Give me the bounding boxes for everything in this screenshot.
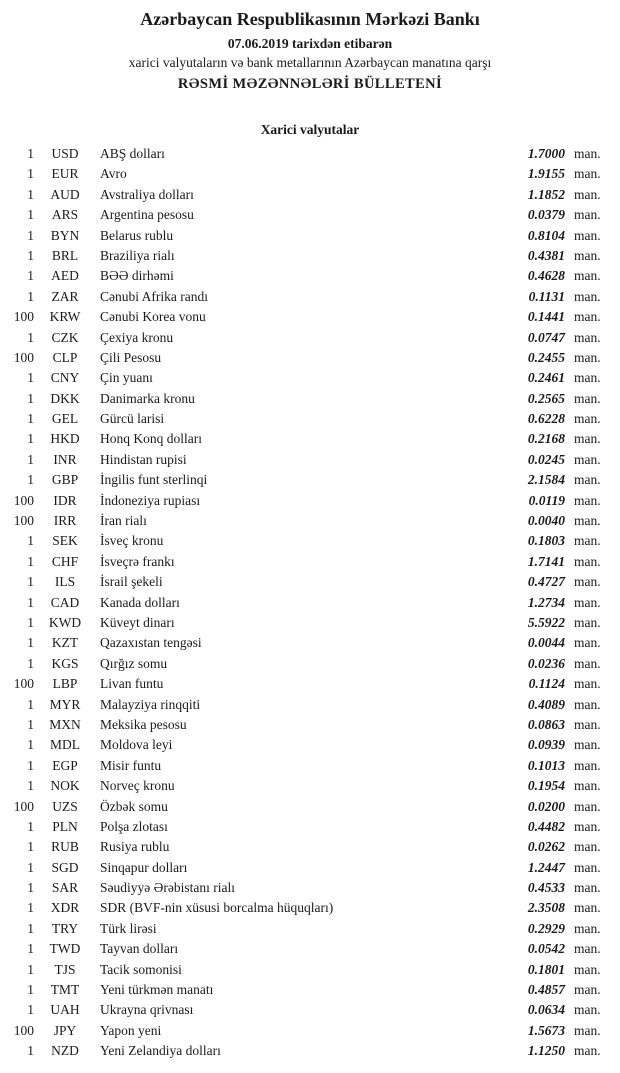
currency-row xyxy=(0,452,620,472)
currency-code: MYR xyxy=(49,696,81,712)
currency-unit: man. xyxy=(574,1002,601,1018)
currency-name: Çexiya kronu xyxy=(100,329,174,345)
currency-rate: 1.2447 xyxy=(527,859,565,875)
currency-unit: man. xyxy=(574,513,601,529)
currency-rate: 0.1131 xyxy=(528,288,565,304)
currency-quantity: 1 xyxy=(27,757,34,773)
currency-unit: man. xyxy=(574,309,601,325)
currency-code: MXN xyxy=(49,716,81,732)
currency-unit: man. xyxy=(574,411,601,427)
currency-row xyxy=(0,819,620,839)
currency-unit: man. xyxy=(574,1043,601,1059)
currency-unit: man. xyxy=(574,370,601,386)
currency-rate: 1.9155 xyxy=(527,166,565,182)
currency-name: İndoneziya rupiası xyxy=(100,492,201,508)
currency-code: EUR xyxy=(51,166,79,182)
currency-unit: man. xyxy=(574,594,601,610)
currency-unit: man. xyxy=(574,553,601,569)
currency-rate: 0.4857 xyxy=(527,982,565,998)
currency-row xyxy=(0,1023,620,1043)
currency-quantity: 1 xyxy=(27,635,34,651)
currency-quantity: 1 xyxy=(27,737,34,753)
currency-code: TJS xyxy=(54,961,76,977)
currency-name: SDR (BVF-nin xüsusi borcalma hüquqları) xyxy=(100,900,334,916)
currency-name: Çili Pesosu xyxy=(100,349,162,365)
currency-unit: man. xyxy=(574,207,601,223)
currency-quantity: 1 xyxy=(27,247,34,263)
currency-code: MDL xyxy=(50,737,80,753)
currency-rate: 0.4381 xyxy=(527,247,565,263)
currency-code: TWD xyxy=(49,941,81,957)
currency-row xyxy=(0,778,620,798)
currency-row xyxy=(0,493,620,513)
currency-unit: man. xyxy=(574,390,601,406)
currency-rate: 0.1013 xyxy=(527,757,565,773)
currency-rate: 0.4628 xyxy=(527,268,565,284)
currency-unit: man. xyxy=(574,676,601,692)
currency-row xyxy=(0,900,620,920)
bulletin-header xyxy=(0,8,620,94)
currency-rate: 0.6228 xyxy=(527,411,565,427)
currency-quantity: 1 xyxy=(27,594,34,610)
currency-name: Moldova leyi xyxy=(100,737,173,753)
currency-row xyxy=(0,513,620,533)
currency-quantity: 1 xyxy=(27,859,34,875)
currency-code: JPY xyxy=(53,1022,77,1038)
currency-name: Gürcü larisi xyxy=(100,411,165,427)
currency-row xyxy=(0,758,620,778)
currency-rate: 0.0379 xyxy=(527,207,565,223)
currency-code: CAD xyxy=(50,594,80,610)
currency-code: SAR xyxy=(51,880,79,896)
currency-name: Meksika pesosu xyxy=(100,716,187,732)
currency-code: EGP xyxy=(52,757,78,773)
currency-rate: 0.0200 xyxy=(527,798,565,814)
currency-unit: man. xyxy=(574,941,601,957)
currency-code: AUD xyxy=(50,186,80,202)
currency-quantity: 1 xyxy=(27,186,34,202)
currency-row xyxy=(0,880,620,900)
currency-rate: 0.2455 xyxy=(527,349,565,365)
currency-unit: man. xyxy=(574,798,601,814)
currency-row xyxy=(0,574,620,594)
currency-unit: man. xyxy=(574,961,601,977)
currency-row xyxy=(0,799,620,819)
currency-name: Livan funtu xyxy=(100,676,164,692)
currency-unit: man. xyxy=(574,696,601,712)
currency-quantity: 1 xyxy=(27,431,34,447)
currency-name: Türk lirəsi xyxy=(100,920,157,936)
currency-rate: 0.1441 xyxy=(527,309,565,325)
currency-quantity: 100 xyxy=(13,513,34,529)
currency-quantity: 1 xyxy=(27,390,34,406)
currency-name: Tacik somonisi xyxy=(100,961,182,977)
currency-rate: 0.1124 xyxy=(528,676,565,692)
currency-code: ILS xyxy=(54,574,76,590)
currency-rate: 5.5922 xyxy=(527,614,565,630)
currency-code: UZS xyxy=(52,798,78,814)
currency-code: SEK xyxy=(52,533,78,549)
currency-code: NZD xyxy=(51,1043,79,1059)
currency-row xyxy=(0,330,620,350)
currency-name: Yeni türkmən manatı xyxy=(100,982,214,998)
currency-quantity: 1 xyxy=(27,207,34,223)
currency-name: Kanada dolları xyxy=(100,594,180,610)
bulletin-subtitle: xarici valyutaların və bank metallarının Azərbaycan manatına qarşı xyxy=(128,55,492,70)
currency-name: Cənubi Korea vonu xyxy=(100,309,206,325)
currency-row xyxy=(0,676,620,696)
currency-code: CNY xyxy=(50,370,80,386)
currency-quantity: 1 xyxy=(27,533,34,549)
currency-quantity: 1 xyxy=(27,227,34,243)
currency-unit: man. xyxy=(574,655,601,671)
currency-name: İsveç kronu xyxy=(100,533,164,549)
currency-name: Cənubi Afrika randı xyxy=(100,288,208,304)
currency-code: XDR xyxy=(50,900,80,916)
currency-code: KGS xyxy=(51,655,79,671)
currency-row xyxy=(0,411,620,431)
currency-unit: man. xyxy=(574,186,601,202)
currency-rate: 1.2734 xyxy=(527,594,565,610)
currency-name: Qırğız somu xyxy=(100,655,168,671)
currency-code: AED xyxy=(51,268,79,284)
currency-rate: 2.1584 xyxy=(527,472,565,488)
currency-rate: 0.1954 xyxy=(527,778,565,794)
currency-rate: 0.0040 xyxy=(527,513,565,529)
currency-code: LBP xyxy=(52,676,78,692)
currency-unit: man. xyxy=(574,329,601,345)
currency-row xyxy=(0,187,620,207)
currency-name: Braziliya rialı xyxy=(100,247,175,263)
currency-rate: 0.0262 xyxy=(527,839,565,855)
currency-code: SGD xyxy=(51,859,79,875)
bulletin-title: RƏSMİ MƏZƏNNƏLƏRİ BÜLLETENİ xyxy=(177,76,443,92)
currency-row xyxy=(0,635,620,655)
currency-name: Tayvan dolları xyxy=(100,941,179,957)
currency-code: IRR xyxy=(53,513,77,529)
currency-rate: 0.4089 xyxy=(527,696,565,712)
currency-rate: 0.2461 xyxy=(527,370,565,386)
currency-row xyxy=(0,248,620,268)
currency-quantity: 1 xyxy=(27,982,34,998)
currency-name: İsveçrə frankı xyxy=(100,553,175,569)
currency-name: Yeni Zelandiya dolları xyxy=(100,1043,221,1059)
currency-unit: man. xyxy=(574,451,601,467)
currency-rate: 0.1803 xyxy=(527,533,565,549)
currency-row xyxy=(0,982,620,1002)
currency-quantity: 100 xyxy=(13,1022,34,1038)
currency-code: UAH xyxy=(50,1002,80,1018)
currency-rate: 0.1801 xyxy=(527,961,565,977)
currency-quantity: 1 xyxy=(27,920,34,936)
currency-unit: man. xyxy=(574,472,601,488)
currency-name: Honq Konq dolları xyxy=(100,431,202,447)
currency-unit: man. xyxy=(574,166,601,182)
currency-row xyxy=(0,860,620,880)
currency-unit: man. xyxy=(574,1022,601,1038)
currency-unit: man. xyxy=(574,614,601,630)
currency-rate: 0.0747 xyxy=(527,329,565,345)
currency-rate: 0.0939 xyxy=(527,737,565,753)
currency-name: Qazaxıstan tengəsi xyxy=(100,635,202,651)
currency-name: Yapon yeni xyxy=(100,1022,162,1038)
currency-row xyxy=(0,228,620,248)
currency-rate: 0.2168 xyxy=(527,431,565,447)
currency-row xyxy=(0,533,620,553)
currency-quantity: 100 xyxy=(13,349,34,365)
currency-name: Küveyt dinarı xyxy=(100,614,175,630)
currency-code: NOK xyxy=(50,778,80,794)
currency-row xyxy=(0,697,620,717)
currency-unit: man. xyxy=(574,431,601,447)
currency-row xyxy=(0,472,620,492)
currency-unit: man. xyxy=(574,778,601,794)
currency-quantity: 1 xyxy=(27,1043,34,1059)
currency-name: Rusiya rublu xyxy=(100,839,170,855)
currency-code: INR xyxy=(53,451,77,467)
currency-quantity: 100 xyxy=(13,676,34,692)
currency-name: İsrail şekeli xyxy=(100,574,163,590)
currency-quantity: 1 xyxy=(27,1002,34,1018)
currency-unit: man. xyxy=(574,880,601,896)
currency-code: CLP xyxy=(52,349,78,365)
currency-row xyxy=(0,370,620,390)
currency-unit: man. xyxy=(574,146,601,161)
currency-quantity: 1 xyxy=(27,655,34,671)
currency-quantity: 1 xyxy=(27,941,34,957)
currency-quantity: 1 xyxy=(27,451,34,467)
currency-rate: 0.0236 xyxy=(527,655,565,671)
currency-unit: man. xyxy=(574,288,601,304)
currency-code: KZT xyxy=(51,635,79,651)
currency-quantity: 1 xyxy=(27,574,34,590)
currency-rate: 0.0634 xyxy=(527,1002,565,1018)
currency-quantity: 1 xyxy=(27,370,34,386)
currency-quantity: 1 xyxy=(27,961,34,977)
currency-unit: man. xyxy=(574,635,601,651)
currency-rate: 0.0542 xyxy=(527,941,565,957)
currency-code: BRL xyxy=(51,247,79,263)
currency-row xyxy=(0,717,620,737)
currency-unit: man. xyxy=(574,982,601,998)
currency-row xyxy=(0,1043,620,1063)
section-title-foreign-currencies: Xarici valyutalar xyxy=(260,122,360,137)
currency-name: Özbək somu xyxy=(100,798,168,814)
currency-code: GBP xyxy=(51,472,79,488)
currency-row xyxy=(0,941,620,961)
currency-quantity: 100 xyxy=(13,798,34,814)
currency-row xyxy=(0,268,620,288)
currency-row xyxy=(0,656,620,676)
currency-name: Səudiyyə Ərəbistanı rialı xyxy=(100,880,235,896)
currency-unit: man. xyxy=(574,268,601,284)
currency-row xyxy=(0,737,620,757)
currency-unit: man. xyxy=(574,859,601,875)
currency-code: PLN xyxy=(52,818,78,834)
currency-rate: 1.1852 xyxy=(527,186,565,202)
currency-unit: man. xyxy=(574,227,601,243)
currency-row xyxy=(0,146,620,166)
currency-unit: man. xyxy=(574,533,601,549)
currency-name: Argentina pesosu xyxy=(100,207,194,223)
currency-rate: 0.4727 xyxy=(527,574,565,590)
currency-unit: man. xyxy=(574,247,601,263)
currency-quantity: 100 xyxy=(13,309,34,325)
currency-row xyxy=(0,962,620,982)
currency-row xyxy=(0,289,620,309)
currency-name: BƏƏ dirhəmi xyxy=(100,268,174,284)
currency-quantity: 1 xyxy=(27,696,34,712)
currency-code: CHF xyxy=(51,553,79,569)
currency-row xyxy=(0,207,620,227)
currency-name: Sinqapur dolları xyxy=(100,859,188,875)
currency-table xyxy=(0,146,620,1064)
currency-code: ARS xyxy=(51,207,79,223)
currency-name: Çin yuanı xyxy=(100,370,153,386)
currency-rate: 0.0245 xyxy=(527,451,565,467)
currency-name: İran rialı xyxy=(100,513,147,529)
currency-quantity: 1 xyxy=(27,900,34,916)
currency-name: Ukrayna qrivnası xyxy=(100,1002,194,1018)
currency-unit: man. xyxy=(574,349,601,365)
currency-code: KWD xyxy=(48,614,82,630)
currency-code: TMT xyxy=(50,982,80,998)
currency-row xyxy=(0,595,620,615)
currency-quantity: 1 xyxy=(27,329,34,345)
currency-code: HKD xyxy=(50,431,80,447)
currency-quantity: 100 xyxy=(13,492,34,508)
currency-rate: 1.5673 xyxy=(527,1022,565,1038)
currency-name: Avro xyxy=(100,166,127,182)
currency-quantity: 1 xyxy=(27,880,34,896)
currency-row xyxy=(0,1002,620,1022)
currency-row xyxy=(0,431,620,451)
currency-unit: man. xyxy=(574,839,601,855)
currency-row xyxy=(0,554,620,574)
currency-quantity: 1 xyxy=(27,614,34,630)
currency-rate: 0.4533 xyxy=(527,880,565,896)
currency-rate: 1.7000 xyxy=(527,146,565,161)
bank-title: Azərbaycan Respublikasının Mərkəzi Bankı xyxy=(140,9,480,29)
currency-row xyxy=(0,166,620,186)
currency-row xyxy=(0,391,620,411)
currency-rate: 0.0863 xyxy=(527,716,565,732)
currency-row xyxy=(0,309,620,329)
currency-code: KRW xyxy=(49,309,81,325)
currency-quantity: 1 xyxy=(27,839,34,855)
currency-name: Danimarka kronu xyxy=(100,390,195,406)
currency-rate: 1.1250 xyxy=(527,1043,565,1059)
currency-name: ABŞ dolları xyxy=(100,146,165,161)
currency-unit: man. xyxy=(574,757,601,773)
currency-code: RUB xyxy=(51,839,79,855)
currency-rate: 0.8104 xyxy=(527,227,565,243)
currency-unit: man. xyxy=(574,900,601,916)
currency-code: TRY xyxy=(51,920,79,936)
currency-name: Polşa zlotası xyxy=(100,818,168,834)
currency-unit: man. xyxy=(574,737,601,753)
currency-quantity: 1 xyxy=(27,166,34,182)
currency-name: İngilis funt sterlinqi xyxy=(100,472,208,488)
currency-row xyxy=(0,921,620,941)
currency-quantity: 1 xyxy=(27,778,34,794)
currency-name: Avstraliya dolları xyxy=(100,186,194,202)
currency-quantity: 1 xyxy=(27,553,34,569)
currency-row xyxy=(0,350,620,370)
currency-rate: 0.2565 xyxy=(527,390,565,406)
currency-code: BYN xyxy=(50,227,80,243)
currency-name: Malayziya rinqqiti xyxy=(100,696,201,712)
currency-code: CZK xyxy=(51,329,79,345)
currency-unit: man. xyxy=(574,716,601,732)
currency-row xyxy=(0,615,620,635)
currency-quantity: 1 xyxy=(27,472,34,488)
currency-name: Hindistan rupisi xyxy=(100,451,187,467)
currency-rate: 1.7141 xyxy=(527,553,565,569)
currency-quantity: 1 xyxy=(27,146,34,161)
currency-quantity: 1 xyxy=(27,818,34,834)
currency-name: Belarus rublu xyxy=(100,227,174,243)
effective-date-line: 07.06.2019 tarixdən etibarən xyxy=(227,36,393,51)
currency-code: DKK xyxy=(50,390,80,406)
currency-rate: 2.3508 xyxy=(527,900,565,916)
currency-row xyxy=(0,839,620,859)
currency-rate: 0.2929 xyxy=(527,920,565,936)
currency-code: GEL xyxy=(51,411,79,427)
currency-name: Norveç kronu xyxy=(100,778,175,794)
currency-unit: man. xyxy=(574,920,601,936)
currency-quantity: 1 xyxy=(27,268,34,284)
currency-unit: man. xyxy=(574,818,601,834)
currency-unit: man. xyxy=(574,574,601,590)
currency-quantity: 1 xyxy=(27,411,34,427)
currency-rate: 0.0119 xyxy=(528,492,565,508)
currency-quantity: 1 xyxy=(27,288,34,304)
currency-unit: man. xyxy=(574,492,601,508)
currency-rate: 0.4482 xyxy=(527,818,565,834)
currency-code: USD xyxy=(51,146,79,161)
currency-code: ZAR xyxy=(51,288,79,304)
currency-quantity: 1 xyxy=(27,716,34,732)
currency-rate: 0.0044 xyxy=(527,635,565,651)
currency-name: Misir funtu xyxy=(100,757,162,773)
currency-code: IDR xyxy=(53,492,77,508)
